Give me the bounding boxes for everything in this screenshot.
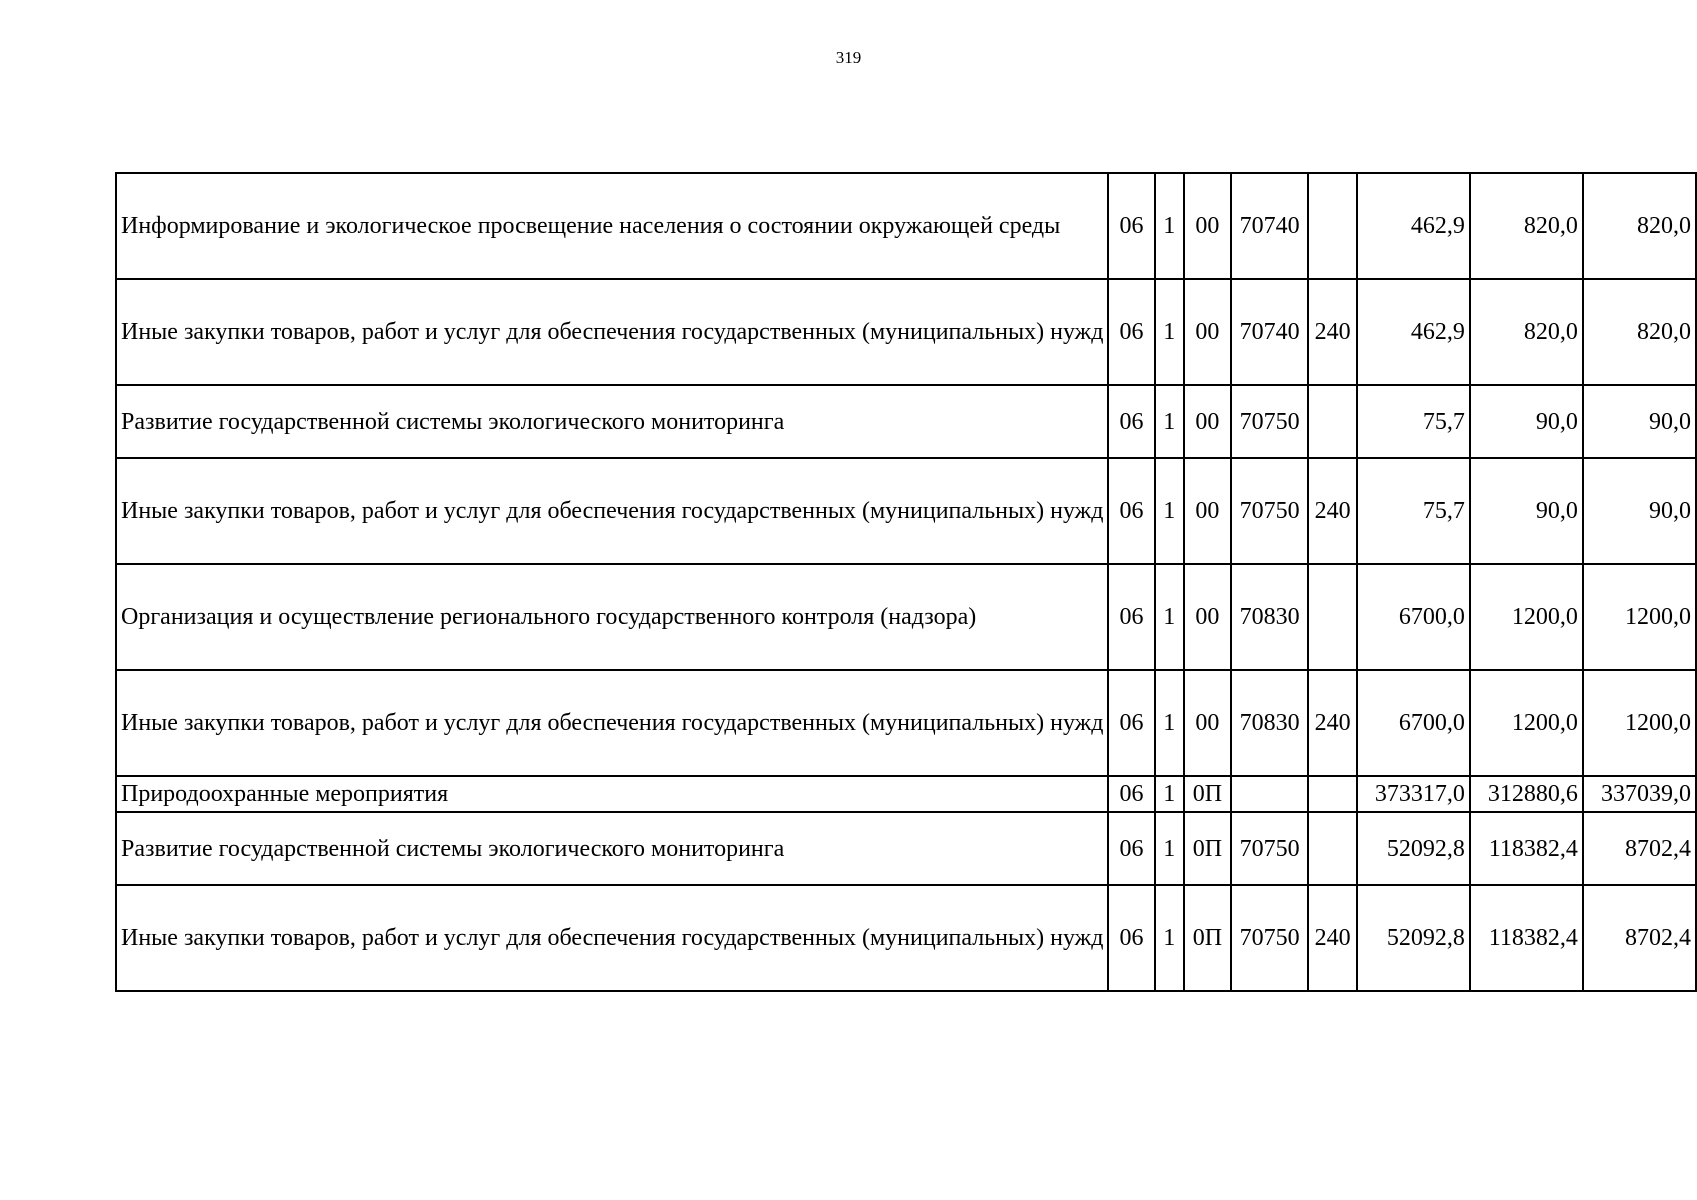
expense-type-code — [1308, 385, 1356, 458]
amount-year-1: 75,7 — [1357, 385, 1470, 458]
expense-type-code: 240 — [1308, 670, 1356, 776]
table-row — [116, 385, 1696, 458]
amount-year-3: 8702,4 — [1583, 885, 1696, 991]
expense-type-code: 240 — [1308, 279, 1356, 385]
expense-type-code — [1308, 776, 1356, 812]
amount-year-2: 312880,6 — [1470, 776, 1583, 812]
section-code: 06 — [1108, 173, 1154, 279]
amount-year-3: 820,0 — [1583, 279, 1696, 385]
amount-year-3: 820,0 — [1583, 173, 1696, 279]
direction-code: 70750 — [1231, 885, 1308, 991]
amount-year-2: 1200,0 — [1470, 670, 1583, 776]
row-name: Информирование и экологическое просвещение населения о состоянии окружающей среды — [116, 173, 1108, 279]
section-code: 06 — [1108, 385, 1154, 458]
amount-year-2: 118382,4 — [1470, 812, 1583, 885]
section-code: 06 — [1108, 458, 1154, 564]
direction-code: 70750 — [1231, 458, 1308, 564]
subprogram-code: 1 — [1155, 812, 1184, 885]
table-row — [116, 670, 1696, 776]
expense-type-code — [1308, 564, 1356, 670]
amount-year-3: 1200,0 — [1583, 564, 1696, 670]
table-row — [116, 173, 1696, 279]
amount-year-1: 6700,0 — [1357, 670, 1470, 776]
table-row — [116, 279, 1696, 385]
expense-type-code: 240 — [1308, 458, 1356, 564]
table-row — [116, 564, 1696, 670]
table-body — [116, 173, 1696, 991]
amount-year-3: 90,0 — [1583, 385, 1696, 458]
subprogram-code: 1 — [1155, 885, 1184, 991]
table-row — [116, 885, 1696, 991]
subprogram-code: 1 — [1155, 670, 1184, 776]
budget-table — [115, 172, 1697, 992]
section-code: 06 — [1108, 776, 1154, 812]
amount-year-1: 373317,0 — [1357, 776, 1470, 812]
amount-year-3: 90,0 — [1583, 458, 1696, 564]
amount-year-3: 337039,0 — [1583, 776, 1696, 812]
expense-type-code: 240 — [1308, 885, 1356, 991]
table-row — [116, 812, 1696, 885]
table-row — [116, 458, 1696, 564]
direction-code: 70750 — [1231, 812, 1308, 885]
amount-year-2: 90,0 — [1470, 458, 1583, 564]
subprogram-code: 1 — [1155, 564, 1184, 670]
direction-code: 70830 — [1231, 670, 1308, 776]
subprogram-code: 1 — [1155, 173, 1184, 279]
event-code: 00 — [1184, 385, 1231, 458]
amount-year-1: 6700,0 — [1357, 564, 1470, 670]
amount-year-2: 820,0 — [1470, 279, 1583, 385]
subprogram-code: 1 — [1155, 385, 1184, 458]
event-code: 00 — [1184, 670, 1231, 776]
row-name: Организация и осуществление регионального государственного контроля (надзора) — [116, 564, 1108, 670]
event-code: 00 — [1184, 564, 1231, 670]
section-code: 06 — [1108, 279, 1154, 385]
event-code: 0П — [1184, 885, 1231, 991]
row-name: Иные закупки товаров, работ и услуг для обеспечения государственных (муниципальных) нужд — [116, 279, 1108, 385]
amount-year-1: 75,7 — [1357, 458, 1470, 564]
section-code: 06 — [1108, 564, 1154, 670]
section-code: 06 — [1108, 670, 1154, 776]
subprogram-code: 1 — [1155, 458, 1184, 564]
event-code: 00 — [1184, 458, 1231, 564]
amount-year-1: 462,9 — [1357, 173, 1470, 279]
amount-year-2: 820,0 — [1470, 173, 1583, 279]
amount-year-2: 1200,0 — [1470, 564, 1583, 670]
row-name: Иные закупки товаров, работ и услуг для обеспечения государственных (муниципальных) нужд — [116, 885, 1108, 991]
amount-year-3: 8702,4 — [1583, 812, 1696, 885]
section-code: 06 — [1108, 885, 1154, 991]
row-name: Развитие государственной системы экологического мониторинга — [116, 385, 1108, 458]
subprogram-code: 1 — [1155, 279, 1184, 385]
event-code: 00 — [1184, 279, 1231, 385]
event-code: 0П — [1184, 776, 1231, 812]
expense-type-code — [1308, 173, 1356, 279]
subprogram-code: 1 — [1155, 776, 1184, 812]
row-name: Иные закупки товаров, работ и услуг для обеспечения государственных (муниципальных) нужд — [116, 670, 1108, 776]
row-name: Иные закупки товаров, работ и услуг для обеспечения государственных (муниципальных) нужд — [116, 458, 1108, 564]
table-row — [116, 776, 1696, 812]
row-name: Природоохранные мероприятия — [116, 776, 1108, 812]
direction-code: 70740 — [1231, 279, 1308, 385]
direction-code: 70830 — [1231, 564, 1308, 670]
direction-code: 70750 — [1231, 385, 1308, 458]
amount-year-2: 118382,4 — [1470, 885, 1583, 991]
direction-code — [1231, 776, 1308, 812]
section-code: 06 — [1108, 812, 1154, 885]
expense-type-code — [1308, 812, 1356, 885]
page-number: 319 — [835, 48, 862, 67]
amount-year-2: 90,0 — [1470, 385, 1583, 458]
row-name: Развитие государственной системы экологического мониторинга — [116, 812, 1108, 885]
event-code: 0П — [1184, 812, 1231, 885]
amount-year-1: 52092,8 — [1357, 812, 1470, 885]
amount-year-1: 462,9 — [1357, 279, 1470, 385]
amount-year-3: 1200,0 — [1583, 670, 1696, 776]
direction-code: 70740 — [1231, 173, 1308, 279]
amount-year-1: 52092,8 — [1357, 885, 1470, 991]
event-code: 00 — [1184, 173, 1231, 279]
